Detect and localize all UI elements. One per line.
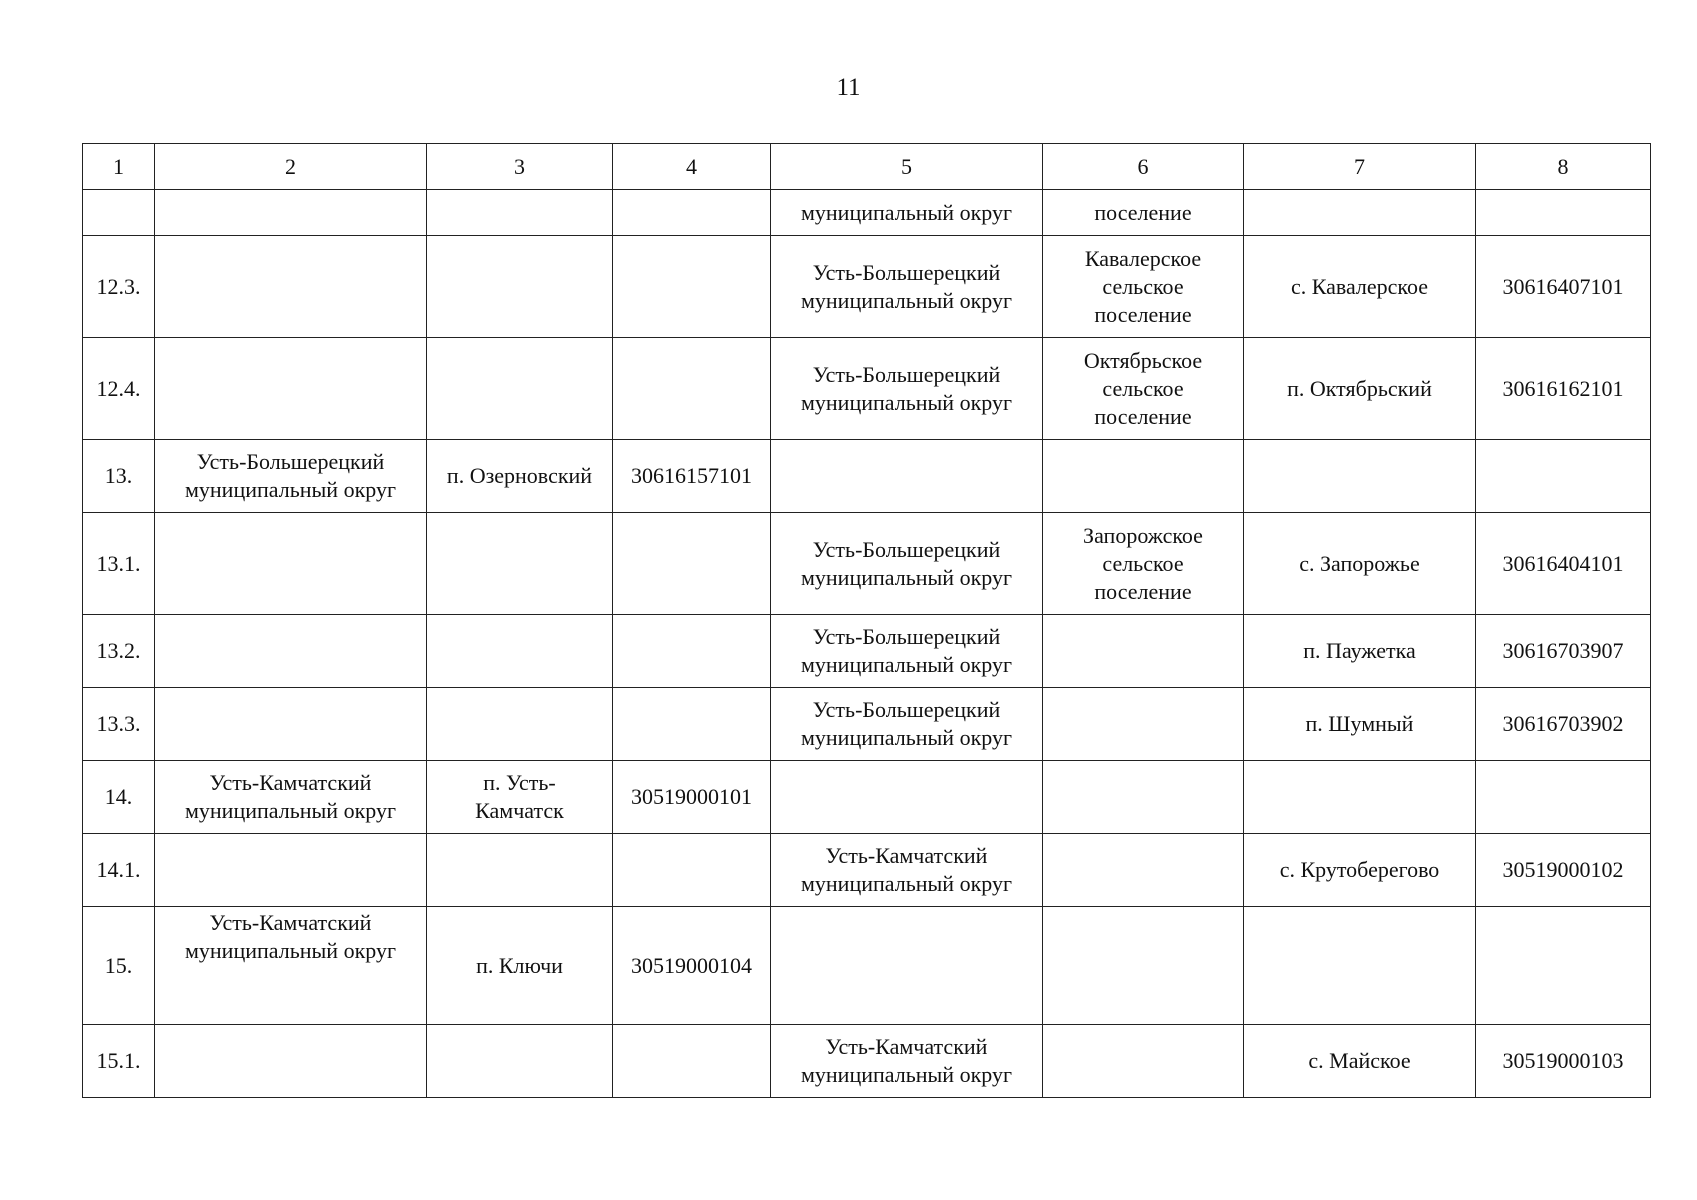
table-row	[83, 338, 1651, 440]
cell-text: 30616407101	[1502, 273, 1624, 299]
table-cell	[427, 338, 613, 440]
table-cell	[1043, 761, 1244, 834]
cell-text: Кавалерское сельское поселение	[1084, 245, 1202, 327]
table-cell	[1043, 236, 1244, 338]
cell-text: 13.2.	[96, 638, 141, 663]
cell-text: поселение	[1094, 199, 1192, 225]
cell-text: 14.1.	[96, 857, 141, 882]
table-cell	[1476, 440, 1651, 513]
table-cell	[771, 338, 1043, 440]
cell-text: муниципальный округ	[800, 199, 1012, 225]
cell-text: п. Шумный	[1305, 711, 1414, 736]
table-cell	[771, 688, 1043, 761]
table-cell	[155, 615, 427, 688]
header-cell: 3	[427, 144, 613, 190]
table-cell	[427, 834, 613, 907]
cell-text: Усть-Большерецкий муниципальный округ	[184, 449, 396, 502]
table-row	[83, 236, 1651, 338]
table-cell	[427, 615, 613, 688]
table-cell	[155, 513, 427, 615]
table-cell	[427, 761, 613, 834]
cell-text: с. Запорожье	[1299, 550, 1420, 576]
table-cell	[83, 338, 155, 440]
table-row	[83, 834, 1651, 907]
table-row	[83, 688, 1651, 761]
table-cell	[1244, 907, 1476, 1025]
table-cell	[771, 1025, 1043, 1098]
table-cell	[1043, 615, 1244, 688]
table-cell	[1244, 338, 1476, 440]
table-row	[83, 907, 1651, 1025]
table-cell	[1244, 761, 1476, 834]
cell-text: п. Усть- Камчатск	[475, 770, 564, 823]
table-cell	[771, 236, 1043, 338]
table-cell	[1476, 907, 1651, 1025]
table-cell	[613, 440, 771, 513]
table-cell	[613, 615, 771, 688]
table-cell	[427, 907, 613, 1025]
header-cell: 2	[155, 144, 427, 190]
table-cell	[613, 236, 771, 338]
table-cell	[83, 907, 155, 1025]
cell-text: 30519000104	[631, 952, 752, 978]
table-cell	[83, 190, 155, 236]
cell-text: 13.3.	[96, 711, 141, 736]
cell-text: с. Кавалерское	[1290, 273, 1429, 299]
table-cell	[1244, 1025, 1476, 1098]
cell-text: 30519000101	[631, 784, 752, 809]
table-cell	[1244, 440, 1476, 513]
table-cell	[155, 190, 427, 236]
cell-text: Усть-Большерецкий муниципальный округ	[800, 624, 1012, 677]
table-cell	[771, 834, 1043, 907]
cell-text: 30616162101	[1502, 375, 1624, 401]
table-cell	[1476, 688, 1651, 761]
table-cell	[1043, 907, 1244, 1025]
cell-text: 30616703902	[1502, 711, 1624, 736]
table-cell	[1244, 615, 1476, 688]
table-cell	[771, 513, 1043, 615]
table-cell	[83, 1025, 155, 1098]
table-cell	[771, 440, 1043, 513]
table-row	[83, 761, 1651, 834]
cell-text: Усть-Большерецкий муниципальный округ	[800, 536, 1012, 590]
cell-text: Усть-Большерецкий муниципальный округ	[800, 361, 1012, 415]
table-cell	[1043, 688, 1244, 761]
header-cell: 4	[613, 144, 771, 190]
table-cell	[613, 834, 771, 907]
table-cell	[83, 440, 155, 513]
table-cell	[155, 761, 427, 834]
cell-text: 13.1.	[96, 550, 141, 576]
cell-text: 30616404101	[1502, 550, 1624, 576]
table-cell	[771, 190, 1043, 236]
table-cell	[83, 236, 155, 338]
cell-text: п. Октябрьский	[1287, 375, 1432, 401]
table-cell	[427, 190, 613, 236]
settlements-table	[82, 143, 1651, 1098]
cell-text: с. Майское	[1308, 1048, 1411, 1073]
table-cell	[771, 761, 1043, 834]
table-cell	[1476, 236, 1651, 338]
cell-text: Усть-Большерецкий муниципальный округ	[800, 259, 1012, 313]
table-row	[83, 513, 1651, 615]
cell-text: 15.1.	[96, 1048, 141, 1073]
cell-text: 12.3.	[96, 273, 141, 299]
table-cell	[155, 338, 427, 440]
table-cell	[613, 190, 771, 236]
table-cell	[427, 1025, 613, 1098]
cell-text: 30519000103	[1502, 1048, 1624, 1073]
header-cell: 7	[1244, 144, 1476, 190]
table-cell	[1043, 513, 1244, 615]
table-cell	[155, 1025, 427, 1098]
table-cell	[83, 834, 155, 907]
cell-text: п. Озерновский	[446, 463, 593, 488]
table-cell	[83, 615, 155, 688]
table-cell	[1244, 190, 1476, 236]
table-cell	[1244, 513, 1476, 615]
cell-text: 30616157101	[631, 463, 752, 488]
cell-text: Усть-Камчатский муниципальный округ	[800, 843, 1012, 896]
table-cell	[1244, 834, 1476, 907]
table-cell	[1043, 338, 1244, 440]
cell-text: 30616703907	[1502, 638, 1624, 663]
table-cell	[155, 834, 427, 907]
table-cell	[613, 688, 771, 761]
table-cell	[83, 688, 155, 761]
table-cell	[771, 615, 1043, 688]
table-cell	[771, 907, 1043, 1025]
table-cell	[427, 440, 613, 513]
table-cell	[1476, 615, 1651, 688]
cell-text: Усть-Камчатский муниципальный округ	[184, 910, 396, 963]
table-cell	[155, 440, 427, 513]
header-cell: 1	[83, 144, 155, 190]
table-cell	[1244, 236, 1476, 338]
table-cell	[83, 761, 155, 834]
cell-text: 30519000102	[1502, 857, 1624, 882]
table-cell	[613, 1025, 771, 1098]
table-cell	[1476, 190, 1651, 236]
table-cell	[1043, 1025, 1244, 1098]
cell-text: с. Крутоберегово	[1279, 857, 1440, 882]
cell-text: Усть-Камчатский муниципальный округ	[184, 770, 396, 823]
table-row	[83, 1025, 1651, 1098]
cell-text: п. Паужетка	[1303, 638, 1416, 663]
header-cell: 6	[1043, 144, 1244, 190]
cell-text: 12.4.	[96, 375, 141, 401]
table-cell	[1476, 761, 1651, 834]
cell-text: Запорожское сельское поселение	[1083, 522, 1203, 604]
table-cell	[1476, 1025, 1651, 1098]
cell-text: 13.	[104, 463, 133, 488]
header-cell: 5	[771, 144, 1043, 190]
table-cell	[427, 236, 613, 338]
table-cell	[155, 688, 427, 761]
table-cell	[1476, 338, 1651, 440]
page-number: 11	[836, 74, 861, 101]
table-cell	[155, 907, 427, 1025]
header-cell: 8	[1476, 144, 1651, 190]
table-cell	[427, 513, 613, 615]
table-row	[83, 615, 1651, 688]
cell-text: п. Ключи	[476, 952, 563, 978]
table-cell	[1043, 190, 1244, 236]
table-cell	[613, 513, 771, 615]
table-cell	[83, 513, 155, 615]
table-cell	[613, 761, 771, 834]
table-row	[83, 190, 1651, 236]
table-cell	[1476, 513, 1651, 615]
table-cell	[1476, 834, 1651, 907]
table-cell	[1043, 834, 1244, 907]
table-cell	[613, 338, 771, 440]
table-cell	[427, 688, 613, 761]
table-cell	[1043, 440, 1244, 513]
cell-text: Усть-Большерецкий муниципальный округ	[800, 697, 1012, 750]
cell-text: 15.	[104, 952, 133, 978]
header-row	[83, 144, 1651, 190]
cell-text: Октябрьское сельское поселение	[1083, 347, 1203, 429]
cell-text: 14.	[104, 784, 133, 809]
table-cell	[155, 236, 427, 338]
table-cell	[1244, 688, 1476, 761]
table-cell	[613, 907, 771, 1025]
table-row	[83, 440, 1651, 513]
cell-text: Усть-Камчатский муниципальный округ	[800, 1034, 1012, 1087]
